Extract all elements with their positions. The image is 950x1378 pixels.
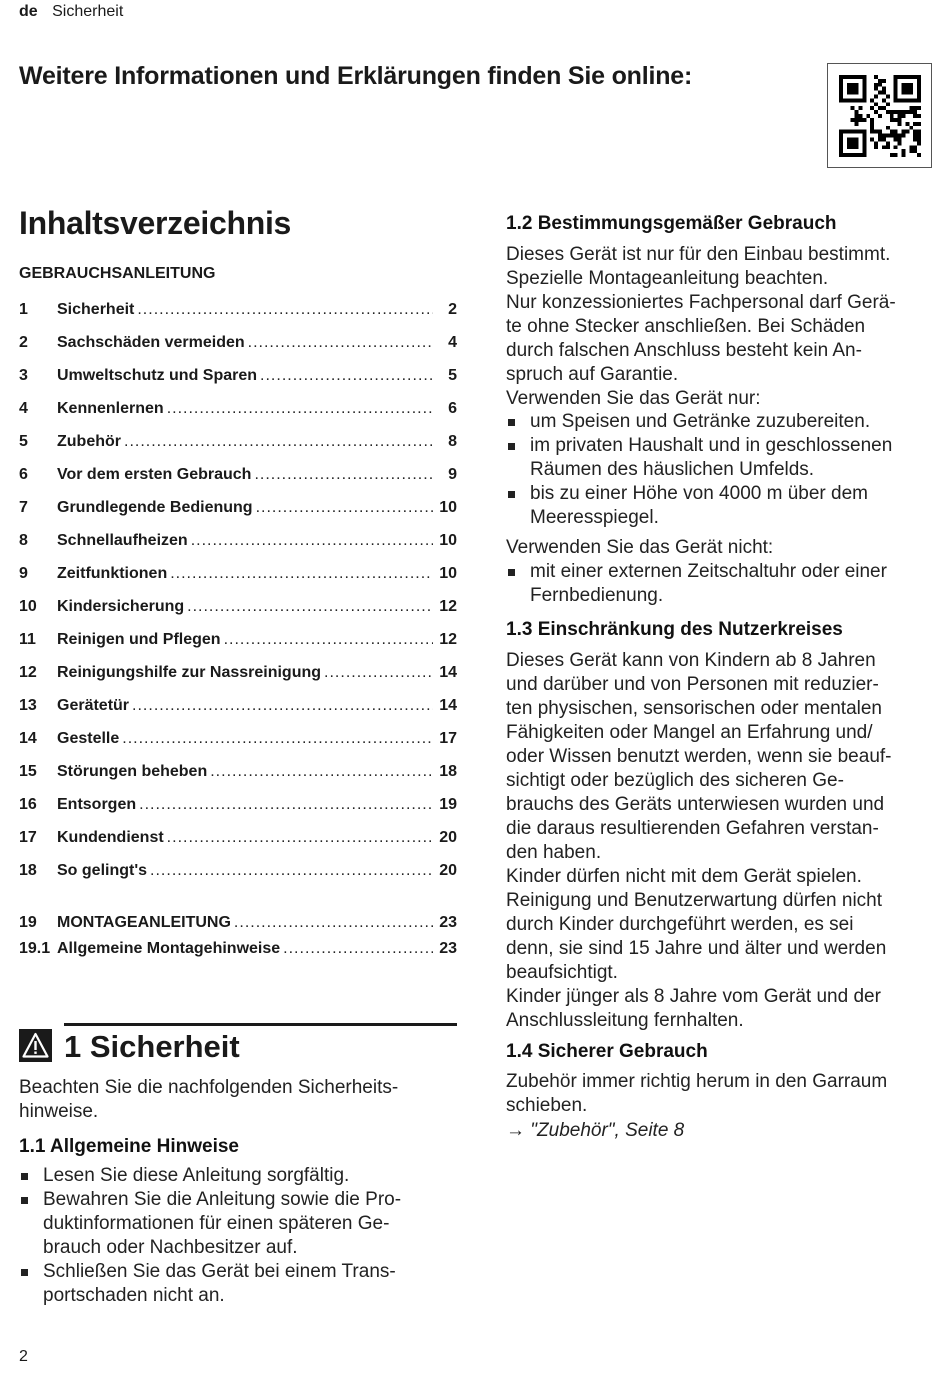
toc-entry-number: 15 (19, 763, 37, 780)
toc-leader-dots (150, 862, 433, 880)
toc-entry-number: 4 (19, 400, 28, 417)
text-line: Nur konzessioniertes Fachpersonal darf Gerä- (506, 292, 896, 313)
toc-entry-title: Sicherheit (57, 301, 135, 318)
text-line: Lesen Sie diese Anleitung sorgfältig. (43, 1165, 350, 1186)
toc-leader-dots (256, 499, 433, 517)
toc-entry-title: Reinigungshilfe zur Nassreinigung (57, 664, 322, 681)
toc-entry-page: 23 (439, 940, 457, 957)
toc-entry-page: 8 (448, 433, 457, 450)
text-line: Fähigkeiten oder Mangel an Erfahrung und/ (506, 722, 873, 743)
toc-entry-page: 23 (439, 914, 457, 931)
toc-entry[interactable] (19, 914, 457, 936)
toc-entry[interactable] (19, 940, 457, 962)
toc-leader-dots (167, 400, 433, 418)
toc-leader-dots (254, 466, 433, 484)
toc-entry-title: Kennenlernen (57, 400, 164, 417)
text-line: im privaten Haushalt und in geschlossenen (530, 435, 893, 456)
toc-leader-dots (124, 433, 433, 451)
text-line: Fernbedienung. (530, 585, 664, 606)
toc-entry-title: Kindersicherung (57, 598, 185, 615)
toc-subtitle: GEBRAUCHSANLEITUNG (19, 265, 216, 282)
toc-entry-number: 11 (19, 631, 36, 648)
toc-entry-page: 17 (439, 730, 457, 747)
list-item (19, 1260, 459, 1308)
toc-entry-page: 12 (439, 631, 457, 648)
toc-entry-title: Grundlegende Bedienung (57, 499, 253, 516)
toc-entry-number: 2 (19, 334, 28, 351)
qr-code-icon (827, 63, 932, 168)
toc-entry[interactable] (19, 829, 457, 851)
toc-entry[interactable] (19, 367, 457, 389)
section-intro: Beachten Sie die nachfolgenden Sicherheits- hinweise. (19, 1077, 399, 1122)
text-line: Zubehör immer richtig herum in den Garraum (506, 1071, 888, 1092)
bullet-list (506, 560, 946, 608)
toc-entry[interactable] (19, 301, 457, 323)
text-line: denn, sie sind 15 Jahre und älter und werden (506, 938, 887, 959)
toc-entry-page: 14 (439, 664, 457, 681)
toc-entry[interactable] (19, 466, 457, 488)
toc-leader-dots (324, 664, 433, 682)
toc-entry-page: 2 (448, 301, 457, 318)
heading-1-4: 1.4 Sicherer Gebrauch (506, 1041, 708, 1062)
text-line: brauch oder Nachbesitzer auf. (43, 1237, 298, 1258)
toc-leader-dots (122, 730, 433, 748)
toc-entry-number: 5 (19, 433, 28, 450)
text-line: die daraus resultierenden Gefahren verstan- (506, 818, 879, 839)
text-line: Bewahren Sie die Anleitung sowie die Pro- (43, 1189, 402, 1210)
heading-1-3: 1.3 Einschränkung des Nutzerkreises (506, 619, 843, 640)
toc-entry-page: 10 (439, 565, 457, 582)
toc-entry-title: Kundendienst (57, 829, 164, 846)
text-line: mit einer externen Zeitschaltuhr oder einer (530, 561, 887, 582)
toc-entry-number: 19 (19, 914, 37, 931)
toc-leader-dots (224, 631, 433, 649)
toc-entry-page: 20 (439, 862, 457, 879)
text-line: bis zu einer Höhe von 4000 m über dem (530, 483, 868, 504)
text-line: und darüber und von Personen mit reduzier- (506, 674, 879, 695)
toc-entry[interactable] (19, 730, 457, 752)
toc-entry-page: 14 (439, 697, 457, 714)
text-line: Dieses Gerät kann von Kindern ab 8 Jahren (506, 650, 876, 671)
online-info-title: Weitere Informationen und Erklärungen finden Sie online: (19, 62, 693, 90)
toc-entry-title: Umweltschutz und Sparen (57, 367, 258, 384)
text-line: den haben. (506, 842, 602, 863)
text-line: durch Kinder durchgeführt werden, es sei (506, 914, 854, 935)
toc-entry[interactable] (19, 532, 457, 554)
section-title: 1 Sicherheit (64, 1029, 240, 1064)
toc-entry-page: 9 (448, 466, 457, 483)
toc-entry-page: 6 (448, 400, 457, 417)
toc-entry-page: 18 (439, 763, 457, 780)
toc-entry-page: 5 (448, 367, 457, 384)
text-line: Räumen des häuslichen Umfelds. (530, 459, 815, 480)
toc-leader-dots (260, 367, 433, 385)
text-line: Kinder jünger als 8 Jahre vom Gerät und der (506, 986, 881, 1007)
toc-entry[interactable] (19, 664, 457, 686)
toc-entry-number: 10 (19, 598, 37, 615)
text-line: Dieses Gerät ist nur für den Einbau bestimmt. (506, 244, 891, 265)
toc-entry-title: So gelingt's (57, 862, 148, 879)
toc-entry-number: 16 (19, 796, 37, 813)
toc-entry-title: Entsorgen (57, 796, 137, 813)
toc-leader-dots (167, 829, 433, 847)
toc-title: Inhaltsverzeichnis (19, 205, 292, 241)
toc-entry-title: Zubehör (57, 433, 121, 450)
toc-entry-title: Störungen beheben (57, 763, 208, 780)
toc-entry[interactable] (19, 433, 457, 455)
toc-entry[interactable] (19, 400, 457, 422)
toc-leader-dots (170, 565, 433, 583)
page-number: 2 (19, 1348, 28, 1365)
toc-leader-dots (132, 697, 433, 715)
text-line: duktinformationen für einen späteren Ge- (43, 1213, 390, 1234)
toc-entry-title: Allgemeine Montagehinweise (57, 940, 281, 957)
text-line: spruch auf Garantie. (506, 364, 679, 385)
toc-entry-number: 12 (19, 664, 37, 681)
toc-entry-page: 20 (439, 829, 457, 846)
text-line: sichtigt oder bezüglich des sicheren Ge- (506, 770, 844, 791)
text-line: Kinder dürfen nicht mit dem Gerät spielen. (506, 866, 862, 887)
toc-entry-title: Zeitfunktionen (57, 565, 168, 582)
text-line: Anschlussleitung fernhalten. (506, 1010, 744, 1031)
bullet-list (506, 410, 946, 530)
list-item (506, 560, 946, 608)
bullet-list (19, 1164, 459, 1308)
list-item (19, 1188, 459, 1260)
toc-entry-number: 19.1 (19, 940, 51, 957)
list-item (506, 434, 946, 482)
toc-entry-title: Gestelle (57, 730, 120, 747)
list-item (506, 410, 946, 434)
toc-entry[interactable] (19, 763, 457, 785)
toc-entry-title: Reinigen und Pflegen (57, 631, 221, 648)
list-item (19, 1164, 459, 1188)
text-line: Spezielle Montageanleitung beachten. (506, 268, 829, 289)
heading-1-1: 1.1 Allgemeine Hinweise (19, 1136, 239, 1157)
toc-leader-dots (187, 598, 433, 616)
toc-entry-page: 4 (448, 334, 457, 351)
toc-entry-title: Gerätetür (57, 697, 130, 714)
toc-entry-number: 13 (19, 697, 37, 714)
toc-entry-title: Sachschäden vermeiden (57, 334, 245, 351)
toc-entry[interactable] (19, 862, 457, 884)
toc-leader-dots (283, 940, 433, 958)
text-line: Verwenden Sie das Gerät nur: (506, 388, 761, 409)
text-line: portschaden nicht an. (43, 1285, 225, 1306)
text-line: beaufsichtigt. (506, 962, 618, 983)
toc-entry-title: MONTAGEANLEITUNG (57, 914, 231, 931)
cross-reference-link[interactable]: → "Zubehör", Seite 8 (506, 1120, 685, 1141)
toc-entry-page: 10 (439, 499, 457, 516)
paragraph (506, 243, 896, 411)
toc-entry-number: 17 (19, 829, 37, 846)
toc-entry-title: Schnellaufheizen (57, 532, 188, 549)
paragraph (506, 649, 892, 1033)
warning-triangle-icon (19, 1029, 52, 1062)
heading-1-2: 1.2 Bestimmungsgemäßer Gebrauch (506, 213, 837, 234)
toc-entry[interactable] (19, 796, 457, 818)
toc-entry-number: 18 (19, 862, 37, 879)
header-section: Sicherheit (52, 3, 124, 20)
toc-entry-page: 10 (439, 532, 457, 549)
toc-leader-dots (248, 334, 433, 352)
toc-entry-title: Vor dem ersten Gebrauch (57, 466, 252, 483)
text-line: schieben. (506, 1095, 588, 1116)
toc-entry-number: 8 (19, 532, 28, 549)
running-header (19, 3, 123, 21)
list-item (506, 482, 946, 530)
toc-entry-number: 14 (19, 730, 37, 747)
paragraph: Verwenden Sie das Gerät nicht: (506, 537, 774, 558)
language-code: de (19, 3, 38, 20)
text-line: te ohne Stecker anschließen. Bei Schäden (506, 316, 866, 337)
text-line: Reinigung und Benutzerwartung dürfen nicht (506, 890, 883, 911)
toc-entry-page: 19 (439, 796, 457, 813)
toc-entry[interactable] (19, 598, 457, 620)
toc-leader-dots (139, 796, 433, 814)
toc-leader-dots (137, 301, 433, 319)
text-line: brauchs des Geräts unterwiesen wurden und (506, 794, 885, 815)
section-rule (64, 1023, 457, 1026)
toc-entry-number: 3 (19, 367, 28, 384)
toc-entry[interactable] (19, 631, 457, 653)
text-line: ten physischen, sensorischen oder mentalen (506, 698, 883, 719)
toc-entry[interactable] (19, 697, 457, 719)
text-line: Schließen Sie das Gerät bei einem Trans- (43, 1261, 396, 1282)
toc-entry-page: 12 (439, 598, 457, 615)
toc-leader-dots (191, 532, 433, 550)
toc-entry-number: 6 (19, 466, 28, 483)
toc-entry[interactable] (19, 565, 457, 587)
text-line: durch falschen Anschluss besteht kein An- (506, 340, 862, 361)
toc-entry-number: 7 (19, 499, 28, 516)
toc-leader-dots (210, 763, 433, 781)
text-line: um Speisen und Getränke zuzubereiten. (530, 411, 871, 432)
text-line: oder Wissen benutzt werden, wenn sie beauf- (506, 746, 892, 767)
toc-entry[interactable] (19, 334, 457, 356)
toc-leader-dots (234, 914, 433, 932)
toc-entry[interactable] (19, 499, 457, 521)
toc-entry-number: 1 (19, 301, 28, 318)
paragraph (506, 1070, 887, 1118)
toc-entry-number: 9 (19, 565, 28, 582)
text-line: Meeresspiegel. (530, 507, 659, 528)
